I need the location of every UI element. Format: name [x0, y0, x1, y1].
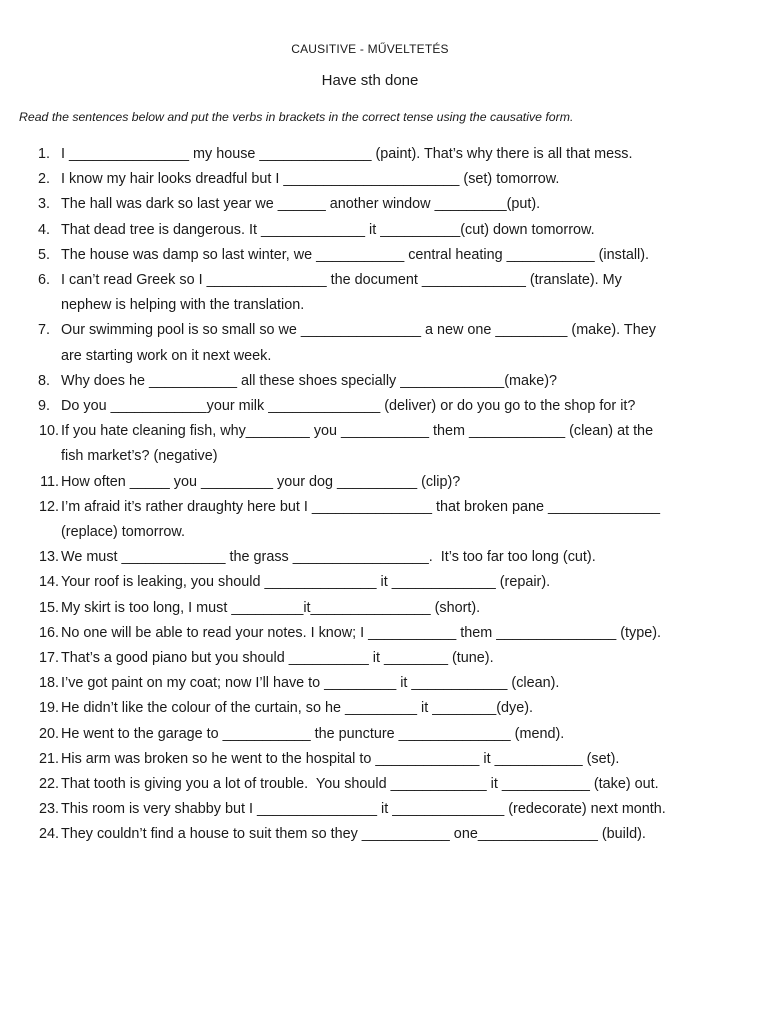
exercise-item: [0, 268, 768, 318]
instructions: Read the sentences below and put the verbs in brackets in the correct tense using the causative form.: [19, 110, 574, 124]
item-number: 7.: [37, 322, 50, 339]
item-number: 19.: [38, 700, 59, 717]
item-text: They couldn’t find a house to suit them so they ___________ one_______________ (build).: [61, 826, 646, 843]
item-text: This room is very shabby but I _______________ it ______________ (redecorate) next month.: [61, 801, 666, 818]
item-text: That’s a good piano but you should __________ it ________ (tune).: [61, 650, 494, 667]
item-text: No one will be able to read your notes. I know; I ___________ them _______________ (type).: [61, 624, 662, 641]
exercise-item: [0, 747, 768, 772]
exercise-item: [0, 218, 768, 243]
item-text: He went to the garage to ___________ the puncture ______________ (mend).: [61, 725, 565, 742]
item-text: I can’t read Greek so I _______________ the document _____________ (translate). My nephew is helping with the translation.: [61, 272, 622, 314]
item-text: The hall was dark so last year we ______ another window _________(put).: [61, 196, 541, 213]
item-number: 8.: [37, 372, 50, 389]
item-text: If you hate cleaning fish, why________ you ___________ them ____________ (clean) at the fish market’s? (negative): [61, 423, 654, 465]
item-text: Our swimming pool is so small so we _______________ a new one _________ (make). They are starting work on it next week.: [61, 322, 656, 364]
item-number: 16.: [38, 624, 59, 641]
item-text: His arm was broken so he went to the hospital to _____________ it ___________ (set).: [61, 750, 620, 767]
item-number: 22.: [38, 776, 59, 793]
item-number: 24.: [38, 826, 59, 843]
item-text: I _______________ my house ______________ (paint). That’s why there is all that mess.: [61, 146, 633, 162]
item-number: 2.: [37, 171, 50, 188]
exercise-list: [0, 142, 768, 848]
exercise-item: [0, 142, 768, 167]
item-text: Your roof is leaking, you should ______________ it _____________ (repair).: [61, 574, 551, 591]
item-number: 9.: [37, 398, 50, 415]
exercise-item: [0, 696, 768, 721]
page-title: CAUSITIVE - MŰVELTETÉS: [291, 42, 449, 56]
exercise-item: [0, 243, 768, 268]
item-number: 21.: [38, 750, 59, 767]
item-number: 18.: [38, 675, 59, 692]
item-number: 5.: [37, 246, 50, 263]
item-number: 1.: [37, 146, 50, 162]
exercise-item: [0, 822, 768, 847]
item-text: I’ve got paint on my coat; now I’ll have to _________ it ____________ (clean).: [61, 675, 560, 692]
exercise-item: [0, 797, 768, 822]
item-text: I know my hair looks dreadful but I ______________________ (set) tomorrow.: [61, 171, 560, 188]
item-text: We must _____________ the grass _________________. It’s too far too long (cut).: [61, 549, 596, 566]
exercise-item: [0, 470, 768, 495]
exercise-item: [0, 192, 768, 217]
exercise-item: [0, 495, 768, 545]
exercise-item: [0, 394, 768, 419]
item-number: 12.: [38, 498, 59, 515]
item-number: 17.: [38, 650, 59, 667]
item-number: 20.: [38, 725, 59, 742]
exercise-item: [0, 545, 768, 570]
item-text: Do you ____________your milk ______________ (deliver) or do you go to the shop for it?: [61, 398, 636, 415]
exercise-item: [0, 167, 768, 192]
page-subtitle: Have sth done: [321, 72, 419, 89]
exercise-item: [0, 419, 768, 469]
exercise-item: [0, 621, 768, 646]
exercise-item: [0, 772, 768, 797]
item-number: 15.: [38, 599, 59, 616]
item-text: That tooth is giving you a lot of trouble. You should ____________ it ___________ (take) out.: [61, 776, 659, 793]
exercise-item: [0, 671, 768, 696]
item-text: My skirt is too long, I must _________it_______________ (short).: [61, 599, 481, 616]
exercise-item: [0, 596, 768, 621]
item-number: 11.: [40, 473, 59, 490]
exercise-item: [0, 722, 768, 747]
item-number: 3.: [37, 196, 50, 213]
item-text: How often _____ you _________ your dog __________ (clip)?: [61, 473, 461, 490]
item-number: 23.: [38, 801, 59, 818]
item-number: 10.: [38, 423, 59, 440]
exercise-item: [0, 318, 768, 368]
item-text: I’m afraid it’s rather draughty here but I _______________ that broken pane ______________ (replace) tomorrow.: [61, 498, 661, 541]
item-text: The house was damp so last winter, we ___________ central heating ___________ (install).: [61, 246, 650, 263]
item-number: 4.: [37, 221, 50, 238]
item-number: 13.: [38, 549, 59, 566]
exercise-item: [0, 570, 768, 595]
item-text: That dead tree is dangerous. It _____________ it __________(cut) down tomorrow.: [61, 221, 595, 238]
item-number: 6.: [37, 272, 50, 289]
exercise-item: [0, 646, 768, 671]
item-text: Why does he ___________ all these shoes specially _____________(make)?: [61, 372, 558, 389]
item-text: He didn’t like the colour of the curtain, so he _________ it ________(dye).: [61, 700, 534, 717]
exercise-item: [0, 369, 768, 394]
item-number: 14.: [38, 574, 59, 591]
